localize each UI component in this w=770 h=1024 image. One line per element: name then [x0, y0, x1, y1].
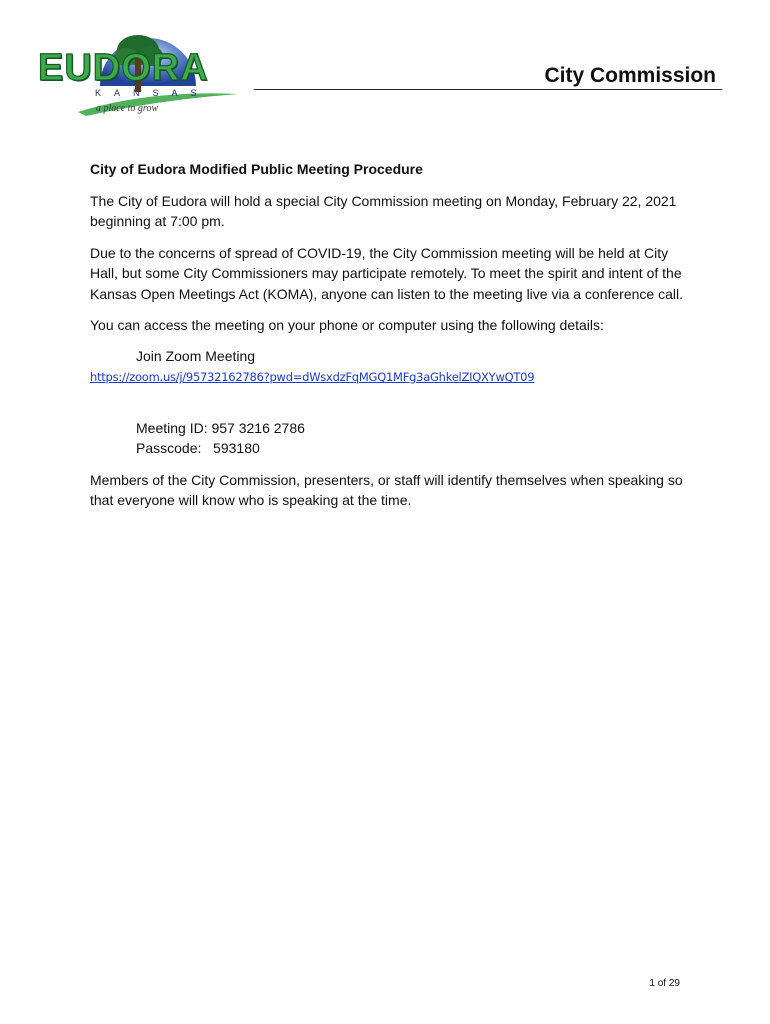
- zoom-meeting-label: Join Zoom Meeting: [136, 347, 256, 364]
- logo-tagline: a place to grow: [96, 103, 159, 114]
- logo-state-text: KANSAS: [95, 88, 210, 98]
- page-title: City Commission: [544, 64, 716, 87]
- paragraph-meeting-date: The City of Eudora will hold a special City Commission meeting on Monday, February 22, 2021 beginning at 7:00 pm.: [90, 192, 677, 229]
- document-body: [90, 159, 690, 522]
- header-divider: [254, 89, 722, 90]
- passcode-label: Passcode:: [136, 440, 202, 456]
- page-number: 1 of 29: [649, 978, 680, 989]
- meeting-id-label: Meeting ID:: [136, 419, 208, 436]
- paragraph-closing: Members of the City Commission, presenters, or staff will identify themselves when speaking so that everyone will know who is speaking at the time.: [90, 471, 683, 508]
- passcode-row: [136, 438, 690, 459]
- logo-wordmark: EUDORA: [38, 47, 209, 89]
- meeting-id-row: [136, 418, 690, 439]
- paragraph-covid-notice: Due to the concerns of spread of COVID-19, the City Commission meeting will be held at City Hall, but some City Commissioners may participate remotely. To meet the spirit and intent of the Kansas Open Meetings Act (KOMA), anyone can listen to the meeting live via a conference call.: [90, 244, 683, 302]
- eudora-logo: [38, 30, 253, 120]
- meeting-credentials: [90, 418, 690, 459]
- meeting-id-value: 957 3216 2786: [211, 419, 305, 436]
- zoom-meeting-link[interactable]: https://zoom.us/j/95732162786?pwd=dWsxdzFqMGQ1MFg3aGhkelZIQXYwQT09: [90, 370, 535, 384]
- document-heading: City of Eudora Modified Public Meeting Procedure: [90, 161, 423, 177]
- passcode-value: 593180: [213, 440, 260, 456]
- paragraph-access-details: You can access the meeting on your phone or computer using the following details:: [90, 317, 604, 333]
